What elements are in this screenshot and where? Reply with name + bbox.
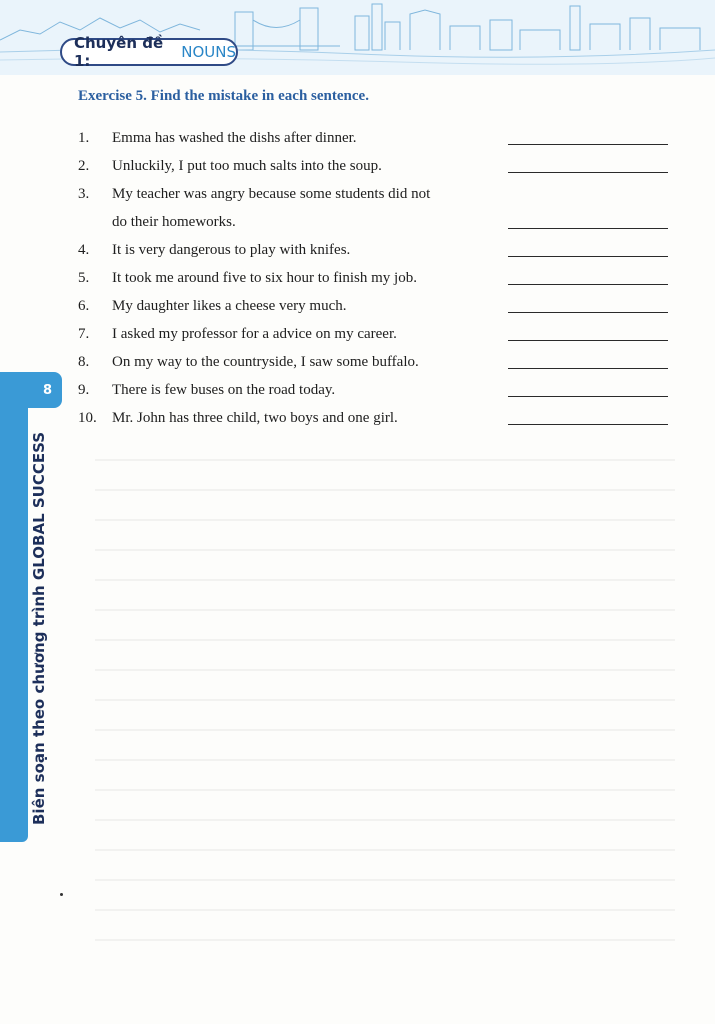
exercise-item bbox=[78, 264, 678, 292]
item-sentence-line: My teacher was angry because some students did not bbox=[112, 186, 431, 202]
answer-blank[interactable] bbox=[508, 228, 668, 229]
answer-blank[interactable] bbox=[508, 256, 668, 257]
series-vertical-label: Biên soạn theo chương trình GLOBAL SUCCESS bbox=[30, 431, 48, 825]
answer-blank[interactable] bbox=[508, 312, 668, 313]
item-number: 6. bbox=[78, 298, 90, 314]
item-sentence: It took me around five to six hour to finish my job. bbox=[112, 270, 417, 286]
item-number: 4. bbox=[78, 242, 90, 258]
exercise-item bbox=[78, 180, 678, 236]
answer-blank[interactable] bbox=[508, 396, 668, 397]
answer-blank[interactable] bbox=[508, 144, 668, 145]
exercise-item bbox=[78, 348, 678, 376]
exercise-item bbox=[78, 404, 678, 432]
item-number: 2. bbox=[78, 158, 90, 174]
item-sentence bbox=[112, 180, 532, 236]
item-number: 9. bbox=[78, 382, 90, 398]
exercise-item bbox=[78, 124, 678, 152]
item-sentence: I asked my professor for a advice on my career. bbox=[112, 326, 397, 342]
item-sentence: Emma has washed the dishs after dinner. bbox=[112, 130, 357, 146]
exercise-item bbox=[78, 376, 678, 404]
exercise-item bbox=[78, 152, 678, 180]
chapter-label: Chuyên đề 1: bbox=[74, 34, 164, 70]
answer-blank[interactable] bbox=[508, 172, 668, 173]
item-sentence: On my way to the countryside, I saw some buffalo. bbox=[112, 354, 419, 370]
item-sentence: It is very dangerous to play with knifes. bbox=[112, 242, 351, 258]
item-sentence: Unluckily, I put too much salts into the soup. bbox=[112, 158, 382, 174]
exercise-item bbox=[78, 292, 678, 320]
stray-dot bbox=[60, 893, 63, 896]
exercise-title: Exercise 5. Find the mistake in each sentence. bbox=[78, 88, 369, 104]
item-number: 3. bbox=[78, 186, 90, 202]
answer-blank[interactable] bbox=[508, 340, 668, 341]
exercise-list bbox=[78, 124, 678, 432]
side-strip bbox=[0, 372, 28, 842]
item-sentence: My daughter likes a cheese very much. bbox=[112, 298, 347, 314]
chapter-topic: NOUNS bbox=[181, 43, 236, 61]
header-skyline-banner bbox=[0, 0, 715, 75]
item-number: 10. bbox=[78, 410, 97, 426]
answer-blank[interactable] bbox=[508, 368, 668, 369]
item-sentence: Mr. John has three child, two boys and one girl. bbox=[112, 410, 398, 426]
item-sentence: There is few buses on the road today. bbox=[112, 382, 336, 398]
item-sentence-line: do their homeworks. bbox=[112, 214, 236, 230]
item-number: 7. bbox=[78, 326, 90, 342]
exercise-item bbox=[78, 236, 678, 264]
page-number: 8 bbox=[0, 372, 62, 408]
answer-blank[interactable] bbox=[508, 284, 668, 285]
answer-blank[interactable] bbox=[508, 424, 668, 425]
item-number: 1. bbox=[78, 130, 90, 146]
chapter-tab bbox=[60, 34, 238, 70]
item-number: 5. bbox=[78, 270, 90, 286]
exercise-item bbox=[78, 320, 678, 348]
item-number: 8. bbox=[78, 354, 90, 370]
